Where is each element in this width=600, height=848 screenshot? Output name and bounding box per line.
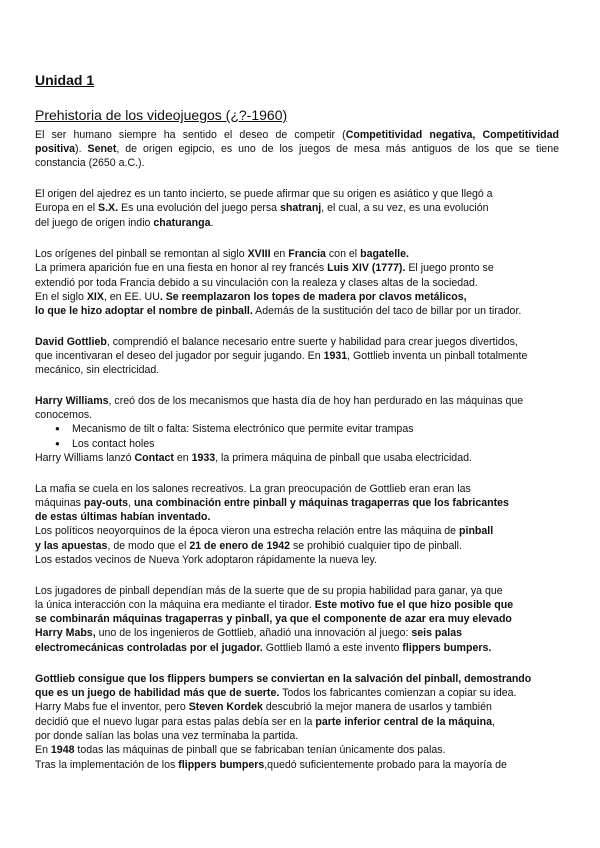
paragraph-line: máquinas pay-outs, una combinación entre pinball y máquinas tragaperras que los fabricantes bbox=[35, 497, 509, 509]
paragraph-line: El origen del ajedrez es un tanto incierto, se puede afirmar que su origen es asiático y que llegó a bbox=[35, 188, 493, 200]
paragraph-line: Harry Williams, creó dos de los mecanismos que hasta día de hoy han perdurado en las máquinas que bbox=[35, 395, 524, 407]
bullet-icon: ● bbox=[55, 439, 60, 448]
paragraph-line: conocemos. bbox=[35, 409, 93, 421]
paragraph-line: Los estados vecinos de Nueva York adoptaron rápidamente la nueva ley. bbox=[35, 554, 377, 566]
paragraph-line: En el siglo XIX, en EE. UU. Se reemplazaron los topes de madera por clavos metálicos, bbox=[35, 291, 467, 303]
paragraph-line: Harry Mabs fue el inventor, pero Steven Kordek descubrió la mejor manera de usarlos y también bbox=[35, 701, 492, 713]
paragraph-line: de estas últimas habían inventado. bbox=[35, 511, 211, 523]
paragraph-line: decidió que el nuevo lugar para estas palas debía ser en la parte inferior central de la máquina, bbox=[35, 716, 495, 728]
paragraph-line: David Gottlieb, comprendió el balance necesario entre suerte y habilidad para crear juegos divertidos, bbox=[35, 336, 518, 348]
paragraph-line: Gottlieb consigue que los flippers bumpers se conviertan en la salvación del pinball, demostrando bbox=[35, 673, 532, 685]
paragraph-line: electromecánicas controladas por el jugador. Gottlieb llamó a este invento flippers bumpers. bbox=[35, 642, 492, 654]
paragraph-line: lo que le hizo adoptar el nombre de pinball. Además de la sustitución del taco de billar por un tirador. bbox=[35, 305, 522, 317]
paragraph-line: que es un juego de habilidad más que de suerte. Todos los fabricantes comienzan a copiar su idea. bbox=[35, 687, 517, 699]
paragraph-line: del juego de origen indio chaturanga. bbox=[35, 217, 214, 229]
paragraph-line: La primera aparición fue en una fiesta en honor al rey francés Luis XIV (1777). El juego pronto se bbox=[35, 262, 494, 274]
bullet-icon: ● bbox=[55, 424, 60, 433]
paragraph-line: Los orígenes del pinball se remontan al siglo XVIII en Francia con el bagatelle. bbox=[35, 248, 409, 260]
paragraph-line: mecánico, sin electricidad. bbox=[35, 364, 160, 376]
page-title: Unidad 1 bbox=[35, 72, 95, 88]
paragraph-line: La mafia se cuela en los salones recreativos. La gran preocupación de Gottlieb eran eran las bbox=[35, 483, 471, 495]
list-item: Los contact holes bbox=[72, 438, 155, 450]
paragraph-line: por donde salían las bolas una vez terminaba la partida. bbox=[35, 730, 299, 742]
paragraph-line: que incentivaran el deseo del jugador por seguir jugando. En 1931, Gottlieb inventa un pinball totalmente bbox=[35, 350, 528, 362]
paragraph-line: extendió por toda Francia debido a su vinculación con la realeza y clases altas de la sociedad. bbox=[35, 277, 478, 289]
list-item: Mecanismo de tilt o falta: Sistema electrónico que permite evitar trampas bbox=[72, 423, 414, 435]
paragraph-line: Harry Mabs, uno de los ingenieros de Gottlieb, añadió una innovación al juego: seis palas bbox=[35, 627, 462, 639]
paragraph-line: se combinarán máquinas tragaperras y pinball, ya que el componente de azar era muy elevado bbox=[35, 613, 512, 625]
paragraph-line: Harry Williams lanzó Contact en 1933, la primera máquina de pinball que usaba electricidad. bbox=[35, 452, 472, 464]
paragraph-line: la única interacción con la máquina era mediante el tirador. Este motivo fue el que hizo posible que bbox=[35, 599, 514, 611]
paragraph-line: El ser humano siempre ha sentido el deseo de competir (Competitividad negativa, Competitividad bbox=[35, 129, 559, 141]
paragraph-line: En 1948 todas las máquinas de pinball que se fabricaban tenían únicamente dos palas. bbox=[35, 744, 446, 756]
paragraph-line: Los jugadores de pinball dependían más de la suerte que de su propia habilidad para ganar, ya que bbox=[35, 585, 503, 597]
paragraph-line: Tras la implementación de los flippers bumpers,quedó suficientemente probado para la mayoría de bbox=[35, 759, 507, 771]
paragraph-line: y las apuestas, de modo que el 21 de enero de 1942 se prohibió cualquier tipo de pinball. bbox=[35, 540, 462, 552]
paragraph-line: constancia (2650 a.C.). bbox=[35, 157, 145, 169]
paragraph-line: Europa en el S.X. Es una evolución del juego persa shatranj, el cual, a su vez, es una evolución bbox=[35, 202, 489, 214]
paragraph-line: Los políticos neoyorquinos de la época vieron una estrecha relación entre las máquina de pinball bbox=[35, 525, 494, 537]
section-heading: Prehistoria de los videojuegos (¿?-1960) bbox=[35, 107, 288, 123]
paragraph-line: positiva). Senet, de origen egipcio, es uno de los juegos de mesa más antiguos de los que se tiene bbox=[35, 143, 559, 155]
